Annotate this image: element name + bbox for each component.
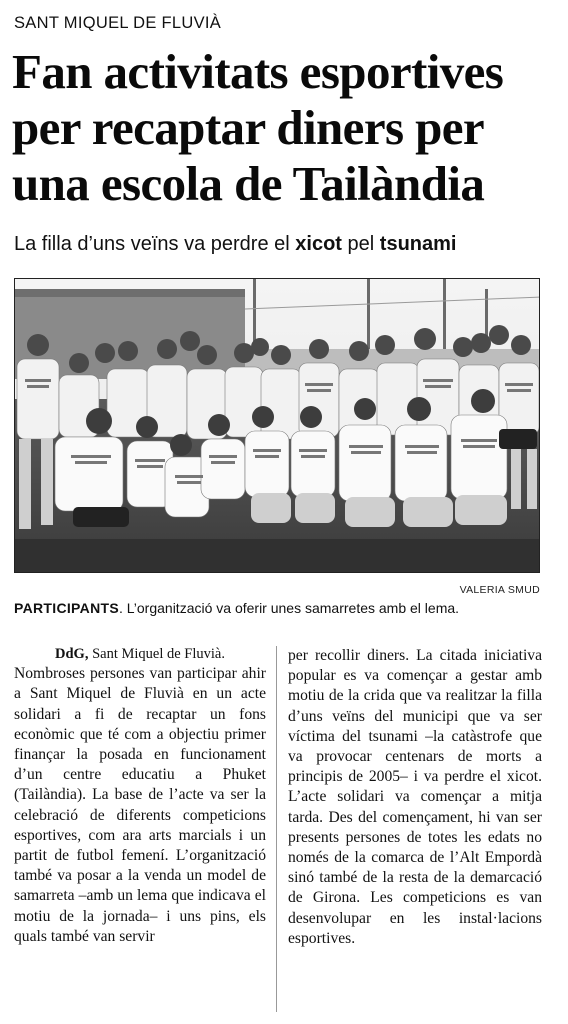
body-paragraph: Nombroses persones van participar ahir a Sant Miquel de Fluvià en un acte solidari a fi de recaptar un fons econòmic que té com a objectiu primer finançar la posada en funcionament d’un centre educatiu a Phuket (Tailàndia). La base de l’acte va ser la celebració de diferents competicions esportives, com ara arts marcials i un partit de futbol femení. L’organització també va posar a la venda un model de samarreta –amb un lema que indicava el motiu de la jornada– i uns pins, els quals també van servir (14, 665, 266, 945)
article-column-2 (288, 646, 542, 949)
article-column-1 (14, 644, 266, 947)
subtitle-bold-word: tsunami (379, 233, 457, 255)
subtitle-part: La filla d’uns veïns va perdre el (14, 233, 296, 255)
caption-text: . L’organització va oferir unes samarretes amb el lema. (118, 600, 460, 616)
subtitle-bold-word: xicot (295, 233, 342, 255)
column-divider (276, 646, 277, 1012)
byline (14, 644, 266, 664)
subtitle-part: pel (341, 233, 380, 255)
byline-place: Sant Miquel de Fluvià. (88, 646, 225, 662)
photo-caption (14, 600, 554, 616)
caption-label: PARTICIPANTS (14, 600, 119, 616)
photo-credit: VALERIA SMUD (459, 584, 540, 596)
headline: Fan activitats esportives per recaptar diners per una escola de Tailàndia (12, 44, 504, 211)
group-photo-image (15, 279, 540, 573)
body-paragraph: per recollir diners. La citada iniciativa popular es va començar a gestar amb motiu de la crida que va realitzar la filla d’uns veïns del municipi que va ser víctima del tsunami –la catàstrofe que va provocar centenars de morts a principis de 2005– i va perdre el xicot. L’acte solidari va començar a mitja tarda. Des del començament, hi van ser presents persones de totes les edats no només de la comarca de l’Alt Empordà sinó també de la resta de la demarcació de Girona. Les competicions es van desenvolupar en les instal·lacions esportives. (288, 647, 542, 947)
subtitle (14, 233, 554, 256)
group-photo (14, 278, 540, 573)
section-kicker: SANT MIQUEL DE FLUVIÀ (14, 14, 222, 32)
byline-author: DdG, (55, 646, 89, 662)
